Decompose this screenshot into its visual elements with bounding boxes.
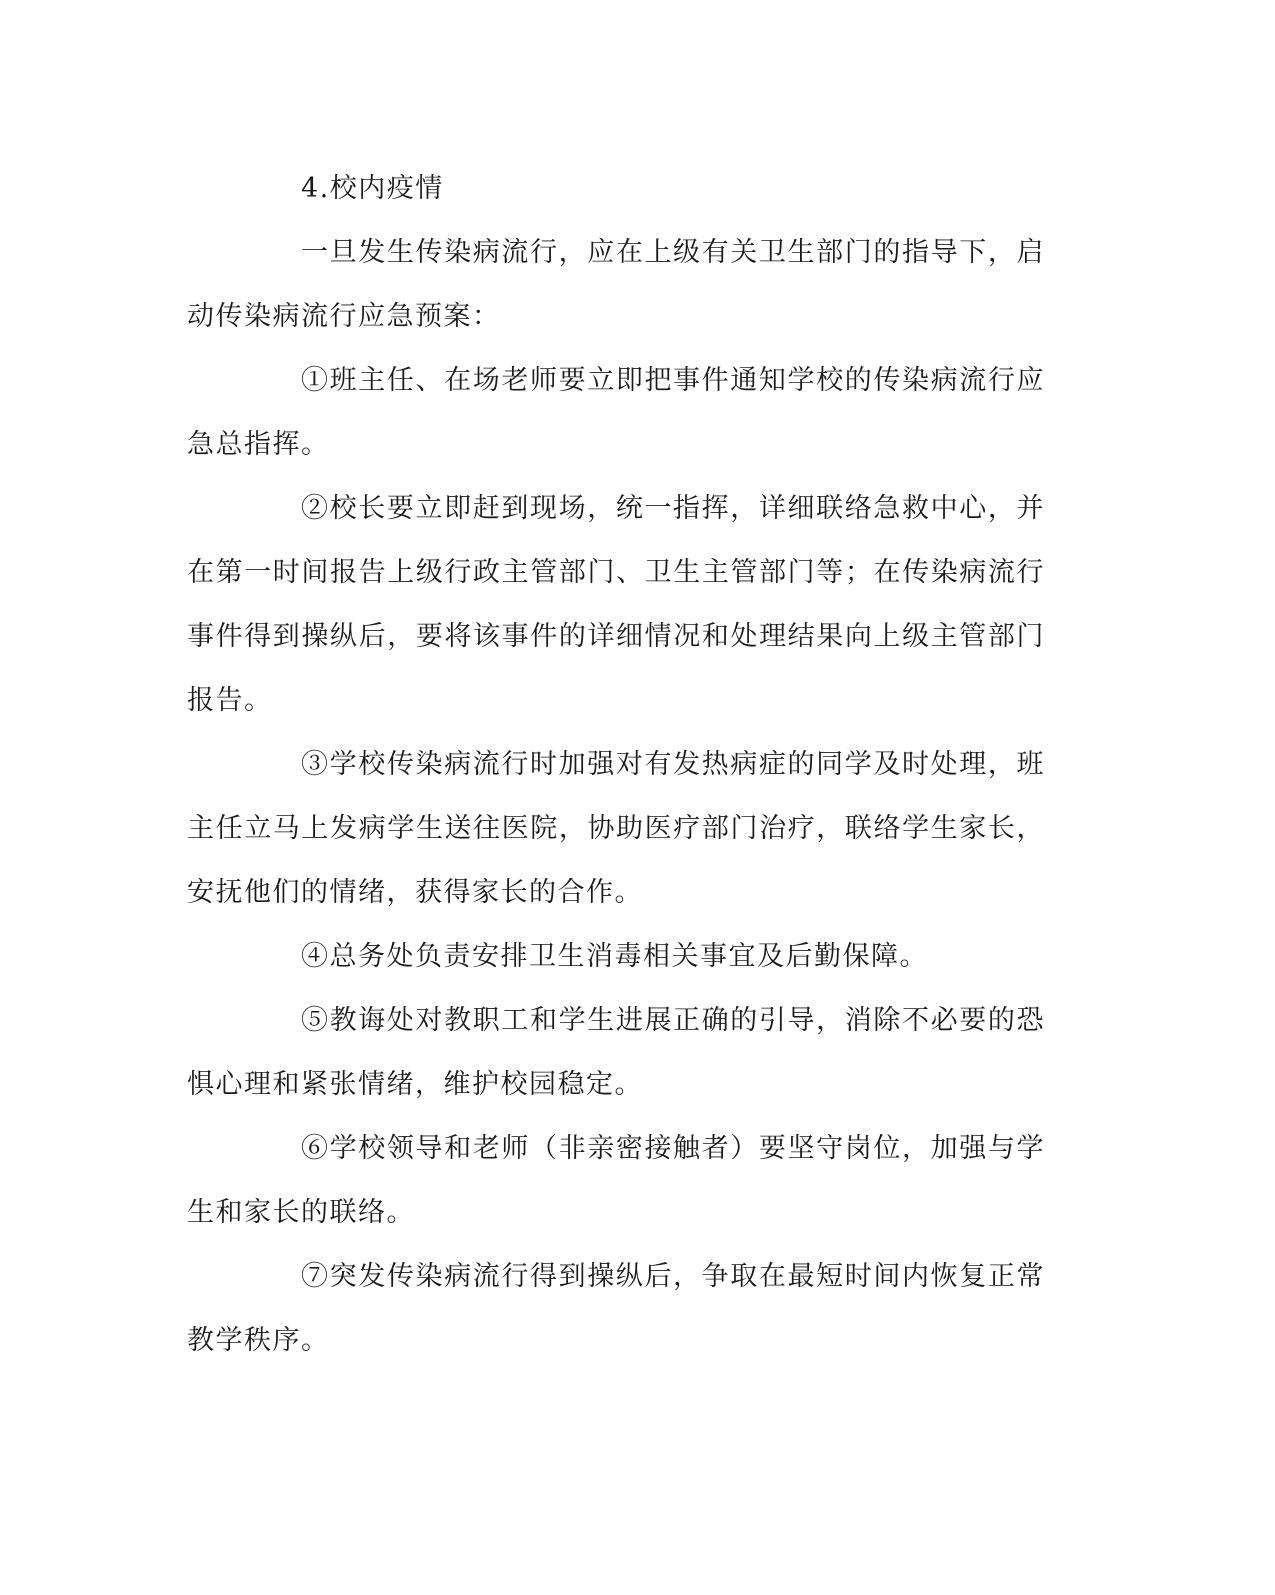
paragraph-intro: 一旦发生传染病流行，应在上级有关卫生部门的指导下，启动传染病流行应急预案： xyxy=(187,237,1045,332)
paragraph-item-6: ⑥学校领导和老师（非亲密接触者）要坚守岗位，加强与学生和家长的联络。 xyxy=(187,1133,1045,1228)
section-heading: 4.校内疫情 xyxy=(301,173,444,204)
paragraph-item-2: ②校长要立即赶到现场，统一指挥，详细联络急救中心，并在第一时间报告上级行政主管部门、卫生主管部门等；在传染病流行事件得到操纵后，要将该事件的详细情况和处理结果向上级主管部门报告。 xyxy=(187,493,1045,716)
document-body xyxy=(187,157,1045,1373)
paragraph-item-1: ①班主任、在场老师要立即把事件通知学校的传染病流行应急总指挥。 xyxy=(187,365,1045,460)
paragraph-item-3: ③学校传染病流行时加强对有发热病症的同学及时处理，班主任立马上发病学生送往医院，协助医疗部门治疗，联络学生家长，安抚他们的情绪，获得家长的合作。 xyxy=(187,749,1045,908)
paragraph-item-4: ④总务处负责安排卫生消毒相关事宜及后勤保障。 xyxy=(301,941,928,972)
paragraph-item-7: ⑦突发传染病流行得到操纵后，争取在最短时间内恢复正常教学秩序。 xyxy=(187,1261,1045,1356)
paragraph-item-5: ⑤教诲处对教职工和学生进展正确的引导，消除不必要的恐惧心理和紧张情绪，维护校园稳定。 xyxy=(187,1005,1045,1100)
